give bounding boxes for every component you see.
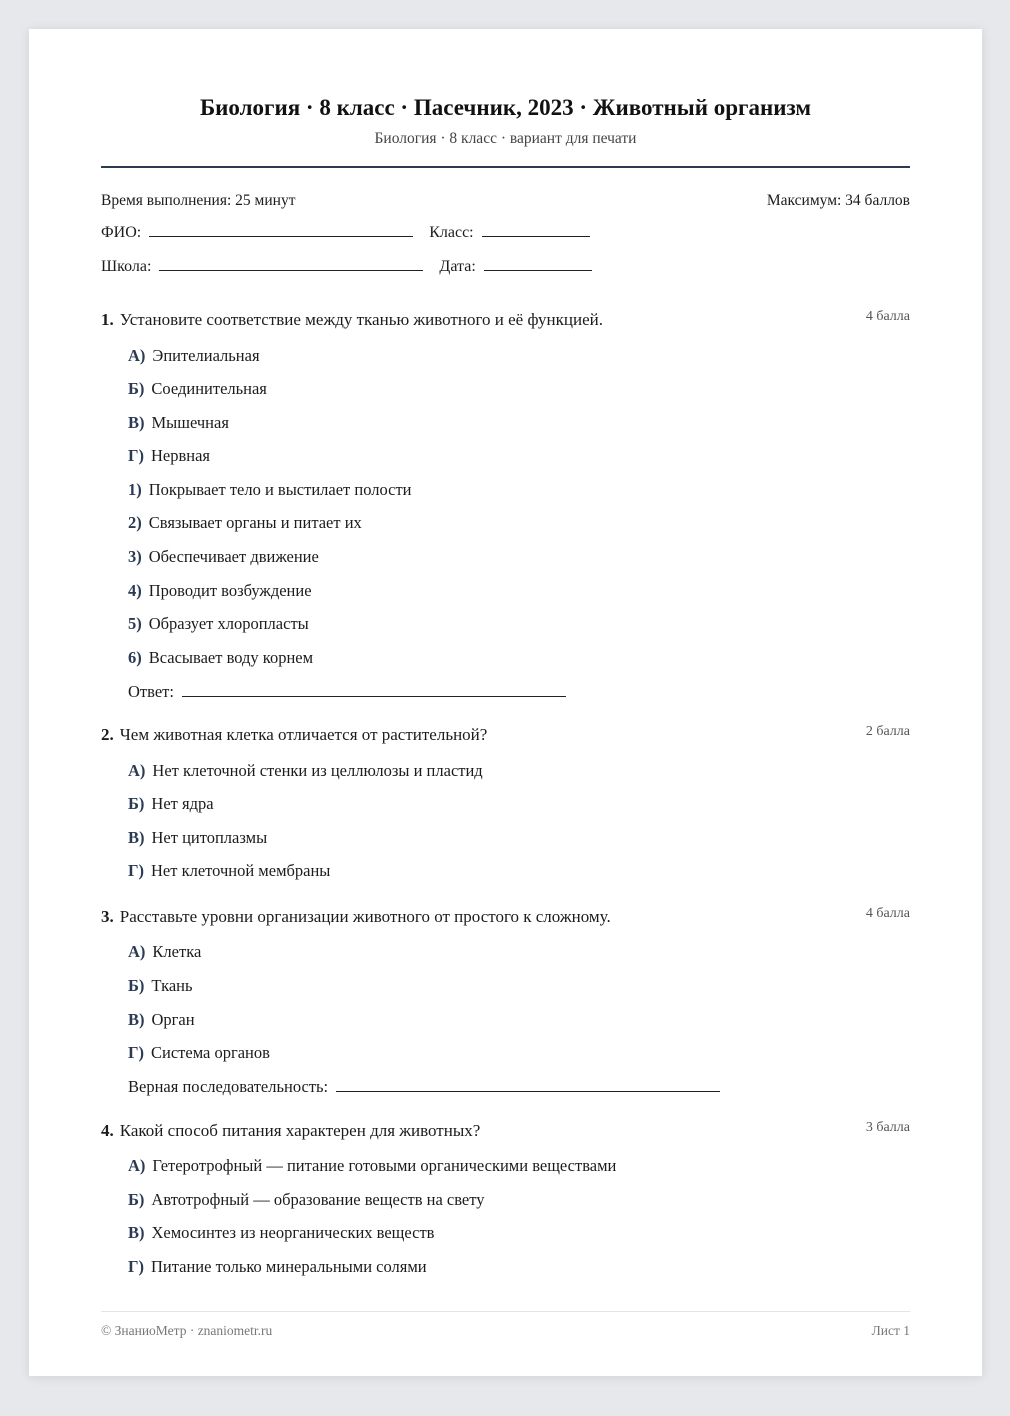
worksheet-page — [29, 29, 982, 1376]
option-item — [128, 413, 229, 433]
option-key: Г) — [128, 1043, 144, 1062]
question-4 — [101, 1120, 910, 1276]
option-text: Нет клеточной стенки из целлюлозы и пластид — [152, 761, 483, 780]
question-header — [101, 1121, 910, 1145]
question-points: 3 балла — [865, 1120, 910, 1135]
school-line[interactable] — [159, 269, 423, 271]
option-text: Ткань — [151, 976, 193, 995]
question-header — [101, 725, 910, 749]
option-text: Питание только минеральными солями — [151, 1257, 427, 1276]
option-text: Хемосинтез из неорганических веществ — [151, 1223, 435, 1242]
option-key: 1) — [128, 480, 142, 499]
option-key: Б) — [128, 794, 145, 813]
question-3 — [101, 906, 910, 1096]
option-item — [128, 379, 267, 399]
question-text: Расставьте уровни организации животного от простого к сложному. — [119, 907, 611, 926]
answer-row — [128, 1077, 720, 1097]
answer-label: Верная последовательность: — [128, 1077, 329, 1096]
question-header — [101, 310, 910, 334]
option-text: Нет цитоплазмы — [151, 828, 268, 847]
option-key: А) — [128, 761, 146, 780]
max-score: Максимум: 34 баллов — [766, 192, 910, 209]
option-item — [128, 614, 309, 634]
school-date-row — [101, 258, 592, 276]
time-limit: Время выполнения: 25 минут — [101, 192, 296, 209]
date-line[interactable] — [484, 269, 592, 271]
option-text: Покрывает тело и выстилает полости — [148, 480, 412, 499]
question-header — [101, 907, 910, 931]
option-text: Связывает органы и питает их — [148, 513, 362, 532]
option-item — [128, 761, 483, 781]
question-2 — [101, 724, 910, 880]
class-label: Класс: — [429, 224, 474, 241]
option-text: Образует хлоропласты — [148, 614, 309, 633]
question-number: 1. — [101, 310, 114, 329]
option-item — [128, 648, 313, 668]
question-text: Какой способ питания характерен для животных? — [119, 1121, 481, 1140]
page-number: Лист 1 — [871, 1323, 910, 1338]
option-text: Гетеротрофный — питание готовыми органическими веществами — [152, 1156, 617, 1175]
option-item — [128, 547, 319, 567]
question-number: 4. — [101, 1121, 114, 1140]
answer-line[interactable] — [336, 1090, 720, 1092]
option-item — [128, 1010, 195, 1030]
footer-divider — [101, 1311, 910, 1312]
question-points: 2 балла — [865, 724, 910, 739]
page-title: Биология · 8 класс · Пасечник, 2023 · Животный организм — [199, 95, 812, 120]
option-key: В) — [128, 1223, 145, 1242]
option-text: Система органов — [151, 1043, 270, 1062]
option-key: Г) — [128, 861, 144, 880]
option-key: Б) — [128, 1190, 145, 1209]
question-number: 2. — [101, 725, 114, 744]
answer-label: Ответ: — [128, 682, 174, 701]
date-label: Дата: — [439, 258, 476, 275]
option-key: 5) — [128, 614, 142, 633]
option-key: 6) — [128, 648, 142, 667]
option-text: Проводит возбуждение — [148, 581, 312, 600]
option-key: В) — [128, 1010, 145, 1029]
header-divider — [101, 166, 910, 168]
page-subtitle: Биология · 8 класс · вариант для печати — [374, 130, 637, 147]
answer-line[interactable] — [182, 695, 566, 697]
name-class-row — [101, 224, 590, 242]
option-text: Орган — [151, 1010, 195, 1029]
question-text: Установите соответствие между тканью животного и её функцией. — [119, 310, 603, 329]
option-key: Г) — [128, 446, 144, 465]
meta-row — [101, 192, 910, 210]
option-item — [128, 942, 201, 962]
option-key: 2) — [128, 513, 142, 532]
fio-line[interactable] — [149, 235, 413, 237]
class-line[interactable] — [482, 235, 590, 237]
option-key: В) — [128, 828, 145, 847]
option-key: 4) — [128, 581, 142, 600]
option-key: А) — [128, 1156, 146, 1175]
option-item — [128, 794, 214, 814]
option-text: Нет клеточной мембраны — [151, 861, 331, 880]
option-item — [128, 1257, 427, 1277]
question-points: 4 балла — [865, 906, 910, 921]
option-item — [128, 513, 362, 533]
option-key: 3) — [128, 547, 142, 566]
footer-copyright: © ЗнаниоМетр · znaniometr.ru — [101, 1323, 273, 1338]
option-text: Обеспечивает движение — [148, 547, 319, 566]
question-1 — [101, 309, 910, 701]
question-text: Чем животная клетка отличается от растительной? — [119, 725, 488, 744]
school-label: Школа: — [101, 258, 152, 275]
option-key: А) — [128, 942, 146, 961]
option-item — [128, 1156, 616, 1176]
option-key: Г) — [128, 1257, 144, 1276]
option-item — [128, 1190, 485, 1210]
fio-label: ФИО: — [101, 224, 142, 241]
option-item — [128, 1043, 270, 1063]
option-item — [128, 346, 260, 366]
option-item — [128, 581, 312, 601]
option-item — [128, 976, 193, 996]
option-key: В) — [128, 413, 145, 432]
option-text: Эпителиальная — [152, 346, 260, 365]
option-item — [128, 861, 330, 881]
option-item — [128, 1223, 434, 1243]
answer-row — [128, 682, 566, 702]
option-key: А) — [128, 346, 146, 365]
option-text: Клетка — [152, 942, 202, 961]
question-number: 3. — [101, 907, 114, 926]
option-text: Автотрофный — образование веществ на свету — [151, 1190, 485, 1209]
option-text: Мышечная — [151, 413, 229, 432]
option-key: Б) — [128, 379, 145, 398]
option-text: Нервная — [151, 446, 211, 465]
option-text: Соединительная — [151, 379, 267, 398]
option-key: Б) — [128, 976, 145, 995]
option-item — [128, 446, 210, 466]
option-text: Всасывает воду корнем — [148, 648, 314, 667]
option-text: Нет ядра — [151, 794, 214, 813]
page-footer — [101, 1323, 910, 1339]
option-item — [128, 480, 412, 500]
question-points: 4 балла — [865, 309, 910, 324]
option-item — [128, 828, 267, 848]
